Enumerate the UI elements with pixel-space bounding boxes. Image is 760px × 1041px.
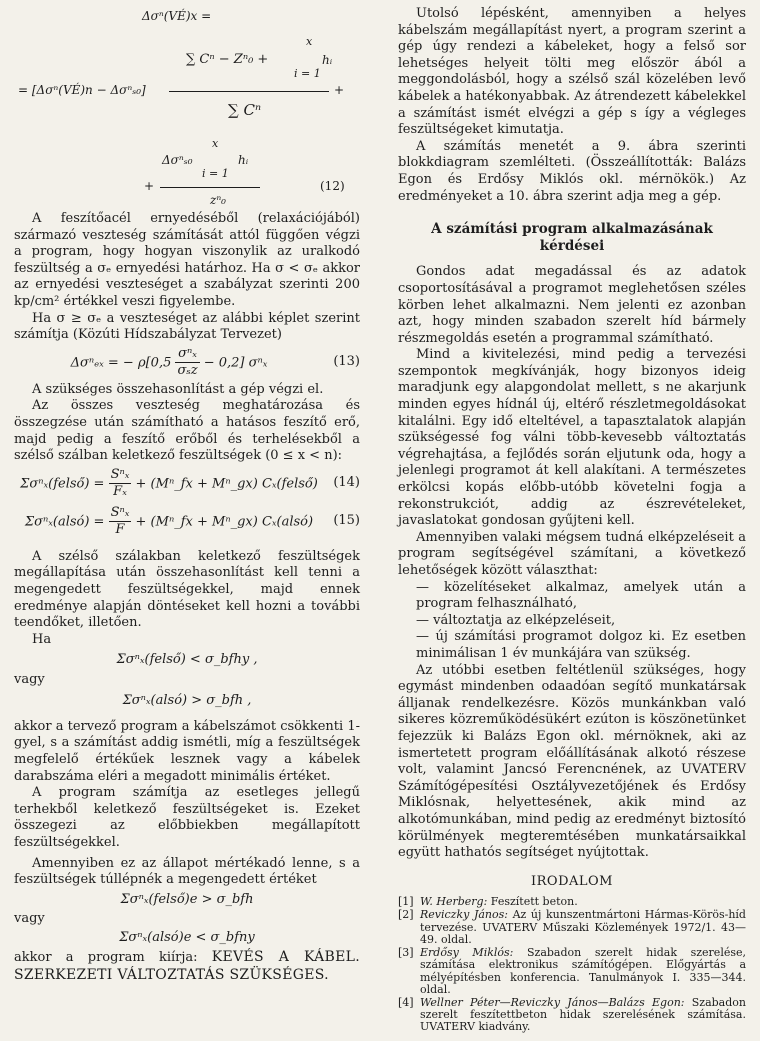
list-item-3: — új számítási programot dolgoz ki. Ez esetben minimálisan 1 év munkájára van szükség. xyxy=(416,629,746,661)
eq14-lhs: Σσⁿₓ(felső) = xyxy=(20,476,105,492)
left-paragraph-5: A szélső szálakban keletkező feszültségek megállapítása után összehasonlítást kell tenni a megengedett feszültségekkel, majd ennek eredménye alapján döntéseket kell hozni a további teendőket, illetően. xyxy=(14,548,360,631)
equation-13 xyxy=(14,344,360,382)
condition-3: Σσⁿₓ(felső)e > σ_bfh xyxy=(120,891,254,907)
eq15-frac-den: F xyxy=(115,522,125,538)
reference-item: [2] Reviczky János: Az új kunszentmártoni Hármas-Körös-híd tervezése. UVATERV Műszaki Közlemények 1972/1. 43—49. oldal. xyxy=(398,908,746,946)
left-paragraph-4: Az összes veszteség meghatározása és összegzése után számítható a hatásos feszítő erő, majd pedig a feszítő erőből és terhelésekből a szélső szálban keletkező feszültségek (0 ≤ x < n): xyxy=(14,398,360,464)
eq13-lhs: Δσⁿₑₓ = − ρ[0,5 xyxy=(70,355,172,371)
p9-text: akkor a program kiírja: xyxy=(14,950,212,966)
eq12-plus: + xyxy=(334,83,345,97)
left-column xyxy=(14,6,360,985)
eq12-second-fraction-bar xyxy=(160,187,260,188)
eq12-denominator: ∑ Cⁿ xyxy=(228,101,262,119)
references-list xyxy=(398,896,746,1033)
eq12-second-sum-top: x xyxy=(212,137,219,150)
eq15-lhs: Σσⁿₓ(alsó) = xyxy=(24,514,105,530)
eq14-frac-num: Sⁿₓ xyxy=(109,467,132,485)
right-paragraph-1: Utolsó lépésként, amennyiben a helyes kábelszám megállapítást nyert, a program szerint a gép úgy rendezi a kábeleket, hogy a felső sor lehetséges helyeit tölti meg először ából a meggondolásból, hogy a szélső szál közelében levő kábelek a hatékonyabbak. Az átrendezett kábelekkel a számítást ismét elvégzi a gép s így a végleges feszültségeket kimutatja. xyxy=(398,6,746,138)
eq12-second-sum-bottom: i = 1 xyxy=(202,167,229,180)
eq13-number: (13) xyxy=(333,354,360,370)
equation-12 xyxy=(14,6,360,207)
left-paragraph-2: Ha σ ≥ σₑ a veszteséget az alábbi képlet szerint számítja (Közúti Hídszabályzat Tervezet) xyxy=(14,310,360,343)
eq12-numerator-b: hᵢ xyxy=(322,53,333,67)
eq13-fraction xyxy=(175,346,199,380)
left-ha: Ha xyxy=(32,631,52,647)
reference-item: [3] Erdősy Miklós: Szabadon szerelt hidak szerelése, számítása elektronikus számítógépen. Előgyártás a mélyépítésben konferencia. Tanulmányok I. 335—344. oldal. xyxy=(398,946,746,996)
eq12-sum-bottom: i = 1 xyxy=(294,67,321,80)
condition-2: Σσⁿₓ(alsó) > σ_bfh , xyxy=(122,692,252,708)
left-paragraph-3: A szükséges összehasonlítást a gép végzi el. xyxy=(32,381,324,397)
p9-warning: KEVÉS A KÁBEL. SZERKEZETI VÁLTOZTATÁS SZÜKSÉGES. xyxy=(14,949,360,983)
eq12-second-num-b: hᵢ xyxy=(238,153,249,167)
eq15-frac-num: Sⁿₓ xyxy=(109,505,132,523)
eq14-rhs: + (Mⁿ_fx + Mⁿ_gx) Cₓ(felső) xyxy=(135,476,318,492)
eq14-frac-den: Fₓ xyxy=(113,484,127,500)
eq15-fraction xyxy=(109,505,132,539)
eq12-prefix: = [Δσⁿ(VÉ)n − Δσⁿₛ₀] xyxy=(18,83,146,97)
right-paragraph-6: Az utóbbi esetben feltétlenül szükséges, hogy egymást mindenben odaadóan segítő munkatársak álljanak rendelkezésre. Közös munkánkban való sikeres közreműködésükért ezúton is köszönetünket fejezzük ki Balázs Egon okl. mérnöknek, aki az ismertetett program előállításának alkotó részese volt, valamint Jancsó Ferencnének, az UVATERV Számítógépesítési Osztályvezetőjének és Erdősy Miklósnak, helyettesének, akik mind az alkotómunkában, mind pedig az eredményt biztosító körülmények megteremtésében munkatársaikkal együtt hathatós segítséget nyújtottak. xyxy=(398,662,746,861)
eq12-number: (12) xyxy=(320,179,345,193)
references-heading: IRODALOM xyxy=(531,873,613,889)
equation-15 xyxy=(14,503,360,541)
eq12-fraction-bar xyxy=(169,91,329,92)
left-paragraph-6: akkor a tervező program a kábelszámot csökkenti 1-gyel, s a számítást addig ismétli, míg a feszültségek megfelelő értékűek lesznek vagy a kábelek darabszáma eléri a megadott minimális értéket. xyxy=(14,718,360,784)
eq12-second-num-a: Δσⁿₛ₀ xyxy=(162,153,193,167)
reference-item: [4] Wellner Péter—Reviczky János—Balázs Egon: Szabadon szerelt feszítettbeton hidak szerelésének számítása. UVATERV kiadvány. xyxy=(398,995,746,1034)
eq12-numerator-a: ∑ Cⁿ − Zⁿ₀ + xyxy=(186,52,269,67)
left-paragraph-8: Amennyiben ez az állapot mértékadó lenne, s a feszültségek túllépnék a megengedett értéket xyxy=(14,855,360,888)
condition-1: Σσⁿₓ(felső) < σ_bfhy , xyxy=(116,651,258,667)
eq15-rhs: + (Mⁿ_fx + Mⁿ_gx) Cₓ(alsó) xyxy=(135,514,314,530)
eq13-frac-den: σₛz xyxy=(177,363,198,379)
eq12-sum-top: x xyxy=(306,35,313,48)
right-column xyxy=(398,6,746,1035)
right-paragraph-2: A számítás menetét a 9. ábra szerinti blokkdiagram szemlélteti. (Összeállították: Balázs Egon és Erdősy Miklós okl. mérnökök.) Az eredményeket a 10. ábra szerint adja meg a gép. xyxy=(398,138,746,204)
condition-4: Σσⁿₓ(alsó)e < σ_bfny xyxy=(119,930,255,946)
right-paragraph-5: Amennyiben valaki mégsem tudná elképzeléseit a program segítségével számítani, a következő lehetőségek között választhat: xyxy=(398,529,746,578)
left-vagy-1: vagy xyxy=(14,672,45,688)
right-paragraph-4: Mind a kivitelezési, mind pedig a tervezési szempontok megkívánják, hogy bizonyos ideig maradjunk egy alapgondolat mellett, s ne akarjunk minden egyes hídnál új, eltérő részletmegoldásokat kitalálni. Egy idő elteltével, a tapasztalatok alapján szükségessé fog válni több-kevesebb változtatás végrehajtása, a fejlődés során eljutunk oda, hogy a jelenlegi programot át kell alakítani. A természetes erkölcsi kopás előbb-utóbb követelni fogja a rekonstrukciót, addig az észrevételeket, javaslatokat gondosan gyűjteni kell. xyxy=(398,347,746,529)
left-paragraph-9 xyxy=(14,949,360,984)
list-item-1: — közelítéseket alkalmaz, amelyek után a program felhasználható, xyxy=(416,579,746,612)
eq12-second-plus: + xyxy=(144,179,155,193)
eq13-rhs: − 0,2] σⁿₓ xyxy=(203,355,268,371)
left-vagy-2: vagy xyxy=(14,910,45,926)
left-paragraph-7: A program számítja az esetleges jellegű terhekből keletkező feszültségeket is. Ezeket összegezi az előbbiekben megállapított feszültségekkel. xyxy=(14,785,360,851)
equation-14 xyxy=(14,465,360,503)
left-paragraph-1: A feszítőacél ernyedéséből (relaxációjából) származó veszteség számítását attól függően végzi a program, hogy hogyan viszonylik az uralkodó feszültség a σₑ ernyedési határhoz. Ha σ < σₑ akkor az ernyedési veszteséget a szabályzat szerinti 200 kp/cm² értékkel veszi figyelembe. xyxy=(14,211,360,309)
eq15-number: (15) xyxy=(333,513,360,529)
right-paragraph-3: Gondos adat megadással és az adatok csoportosításával a programot meglehetősen széles körben lehet alkalmazni. Nem jelenti ez azonban azt, hogy minden szabadon szerelt híd bármely részmegoldás esetén a programmal számítható. xyxy=(398,264,746,346)
eq12-line1: Δσⁿ(VÉ)x = xyxy=(142,9,212,23)
eq14-number: (14) xyxy=(333,475,360,491)
eq13-frac-num: σⁿₓ xyxy=(175,346,199,364)
eq14-fraction xyxy=(109,467,132,501)
section-heading: A számítási program alkalmazásának kérdései xyxy=(431,221,713,254)
list-item-2: — változtatja az elképzeléseit, xyxy=(416,612,616,628)
reference-item: [1] W. Herberg: Feszített beton. xyxy=(398,895,578,909)
eq12-second-den: zⁿ₀ xyxy=(210,193,226,207)
